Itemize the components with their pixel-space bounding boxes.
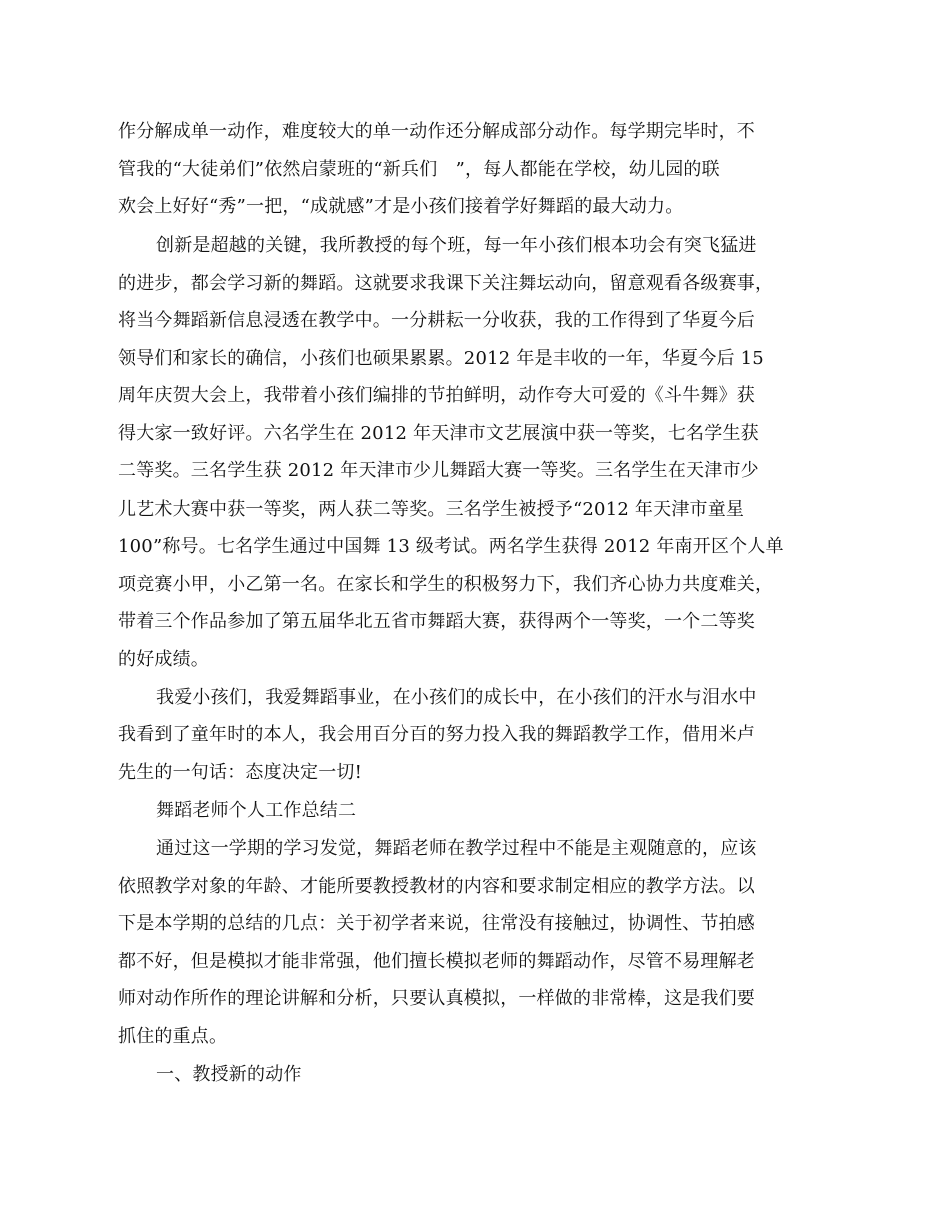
text-line: 儿艺术大赛中获一等奖，两人获二等奖。三名学生被授予“2012 年天津市童星 [118,499,745,520]
text-line: 依照教学对象的年龄、才能所要教授教材的内容和要求制定相应的教学方法。以 [118,876,755,897]
text-line: 创新是超越的关键，我所教授的每个班，每一年小孩们根本功会有突飞猛进 [156,235,757,256]
text-line: 作分解成单一动作，难度较大的单一动作还分解成部分动作。每学期完毕时，不 [118,121,755,142]
text-line: 二等奖。三名学生获 2012 年天津市少儿舞蹈大赛一等奖。三名学生在天津市少 [118,460,759,481]
text-line: 下是本学期的总结的几点：关于初学者来说，往常没有接触过，协调性、节拍感 [118,913,755,934]
text-line: 带着三个作品参加了第五届华北五省市舞蹈大赛，获得两个一等奖，一个二等奖 [118,611,755,632]
text-line: 得大家一致好评。六名学生在 2012 年天津市文艺展演中获一等奖，七名学生获 [118,423,759,444]
text-line: 100”称号。七名学生通过中国舞 13 级考试。两名学生获得 2012 年南开区个人单 [118,536,784,557]
text-line: 先生的一句话：态度决定一切! [118,762,363,783]
text-line: 我爱小孩们，我爱舞蹈事业，在小孩们的成长中，在小孩们的汗水与泪水中 [156,687,757,708]
text-line: 都不好，但是模拟才能非常强，他们擅长模拟老师的舞蹈动作，尽管不易理解老 [118,951,755,972]
text-line: 领导们和家长的确信，小孩们也硕果累累。2012 年是丰收的一年，华夏今后 15 [118,348,764,369]
text-line: 项竞赛小甲，小乙第一名。在家长和学生的积极努力下，我们齐心协力共度难关， [118,574,774,595]
subsection-heading: 一、教授新的动作 [156,1064,302,1085]
section-heading: 舞蹈老师个人工作总结二 [156,800,357,821]
text-line: 师对动作所作的理论讲解和分析，只要认真模拟，一样做的非常棒，这是我们要 [118,988,755,1009]
text-line: 我看到了童年时的本人，我会用百分百的努力投入我的舞蹈教学工作，借用米卢 [118,724,755,745]
text-line: 将当今舞蹈新信息浸透在教学中。一分耕耘一分收获，我的工作得到了华夏今后 [118,310,755,331]
text-line: 的进步，都会学习新的舞蹈。这就要求我课下关注舞坛动向，留意观看各级赛事， [118,273,774,294]
text-line: 通过这一学期的学习发觉，舞蹈老师在教学过程中不能是主观随意的，应该 [156,838,757,859]
text-line: 欢会上好好“秀”一把，“成就感”才是小孩们接着学好舞蹈的最大动力。 [118,196,684,217]
text-line: 的好成绩。 [118,649,209,670]
text-line: 抓住的重点。 [118,1026,228,1047]
text-line: 管我的“大徒弟们”依然启蒙班的“新兵们 ”，每人都能在学校，幼儿园的联 [118,159,720,180]
text-line: 周年庆贺大会上，我带着小孩们编排的节拍鲜明，动作夸大可爱的《斗牛舞》获 [118,385,755,406]
